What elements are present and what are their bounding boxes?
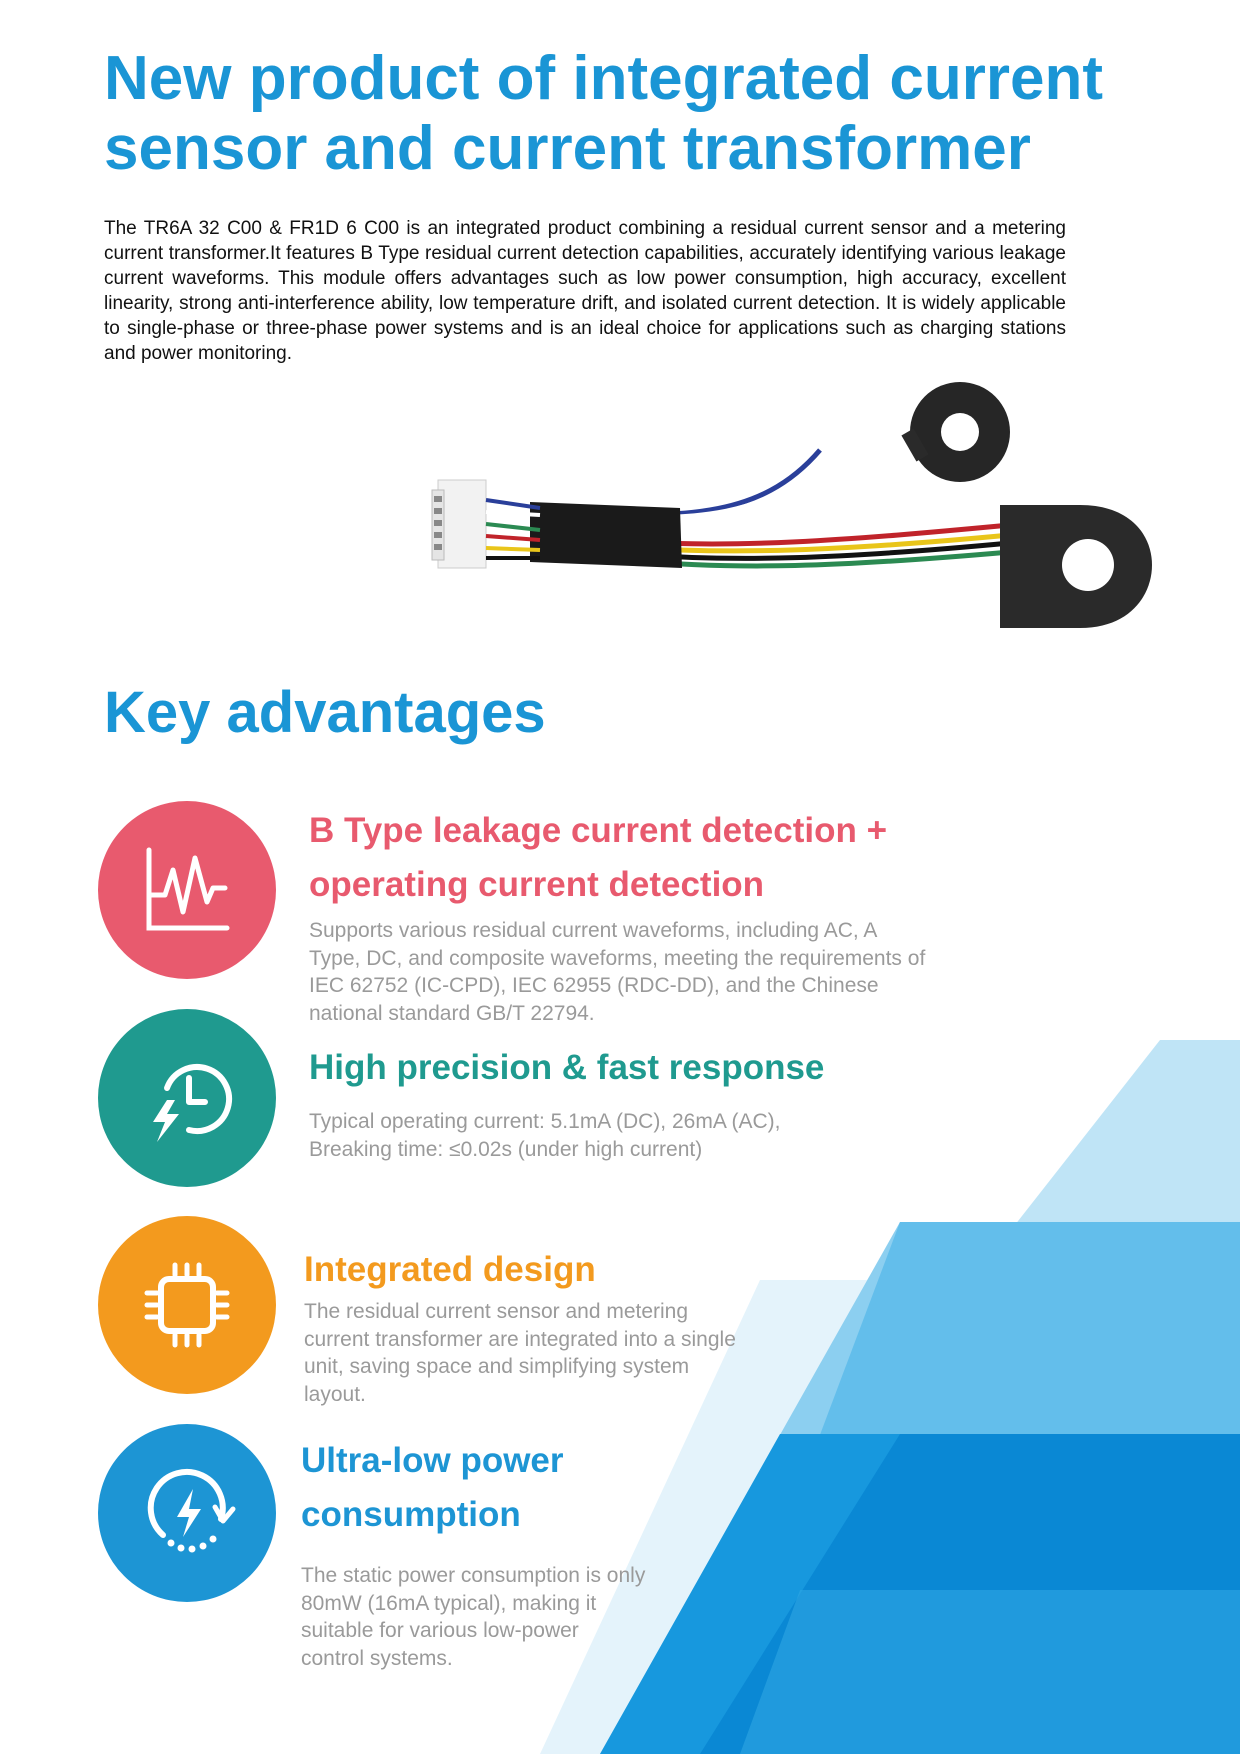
power-cycle-icon: [137, 1463, 237, 1563]
advantage-2-text: [309, 1108, 781, 1163]
title-line-2: sensor and current transformer: [104, 114, 1031, 183]
advantage-3-text-line-3: unit, saving space and simplifying system: [304, 1355, 690, 1378]
advantage-4-heading-line-2: consumption: [301, 1495, 521, 1534]
advantage-2-text-line-2: Breaking time: ≤0.02s (under high current): [309, 1137, 703, 1161]
advantage-2-heading: [309, 1041, 824, 1095]
advantage-1-text-line-4: national standard GB/T 22794.: [309, 1001, 595, 1025]
advantage-1-text-line-3: IEC 62752 (IC-CPD), IEC 62955 (RDC-DD), and the Chinese: [309, 974, 879, 997]
advantage-3-heading: [304, 1243, 596, 1297]
advantage-4-text-line-3: suitable for various low-power: [301, 1619, 579, 1642]
advantage-1-text-line-2: Type, DC, and composite waveforms, meeting the requirements of: [309, 946, 926, 970]
waveform-badge: [98, 801, 276, 979]
product-image: [430, 380, 1160, 640]
title-line-1: New product of integrated current: [104, 44, 1103, 113]
power-badge: [98, 1424, 276, 1602]
advantage-4-text-line-2: 80mW (16mA typical), making it: [301, 1591, 597, 1615]
advantage-3-text-line-1: The residual current sensor and metering: [304, 1300, 689, 1323]
chip-icon: [137, 1255, 237, 1355]
advantage-3-heading-line-1: Integrated design: [304, 1250, 596, 1289]
advantage-1-heading-line-2: operating current detection: [309, 865, 765, 904]
advantage-1-text: [309, 917, 925, 1027]
waveform-chart-icon: [137, 840, 237, 940]
advantage-4-text-line-1: The static power consumption is only: [301, 1564, 646, 1587]
advantage-3-text-line-2: current transformer are integrated into a single: [304, 1327, 736, 1351]
advantage-1-heading-line-1: B Type leakage current detection +: [309, 811, 888, 850]
clock-lightning-icon: [137, 1048, 237, 1148]
chip-badge: [98, 1216, 276, 1394]
clock-badge: [98, 1009, 276, 1187]
intro-paragraph: The TR6A 32 C00 & FR1D 6 C00 is an integrated product combining a residual current sensor and a metering current transformer.It features B Type residual current detection capabilities, accurately identifying various leakage current waveforms. This module offers advantages such as low power consumption, high accuracy, excellent linearity, strong anti-interference ability, low temperature drift, and isolated current detection. It is widely applicable to single-phase or three-phase power systems and is an ideal choice for applications such as charging stations and power monitoring.: [104, 218, 1066, 364]
page-title: [104, 44, 1144, 184]
advantage-3-text: [304, 1298, 736, 1408]
advantage-1-text-line-1: Supports various residual current waveforms, including AC, A: [309, 919, 878, 942]
advantage-4-text-line-4: control systems.: [301, 1646, 453, 1670]
advantage-3-text-line-4: layout.: [304, 1382, 366, 1406]
advantage-2-heading-line-1: High precision & fast response: [309, 1048, 825, 1087]
section-title-key-advantages: Key advantages: [104, 680, 546, 745]
advantage-2-text-line-1: Typical operating current: 5.1mA (DC), 26mA (AC),: [309, 1110, 781, 1133]
advantage-1-heading: [309, 804, 887, 912]
advantage-4-text: [301, 1562, 645, 1672]
advantage-4-heading: [301, 1434, 564, 1542]
advantage-4-heading-line-1: Ultra-low power: [301, 1441, 564, 1480]
